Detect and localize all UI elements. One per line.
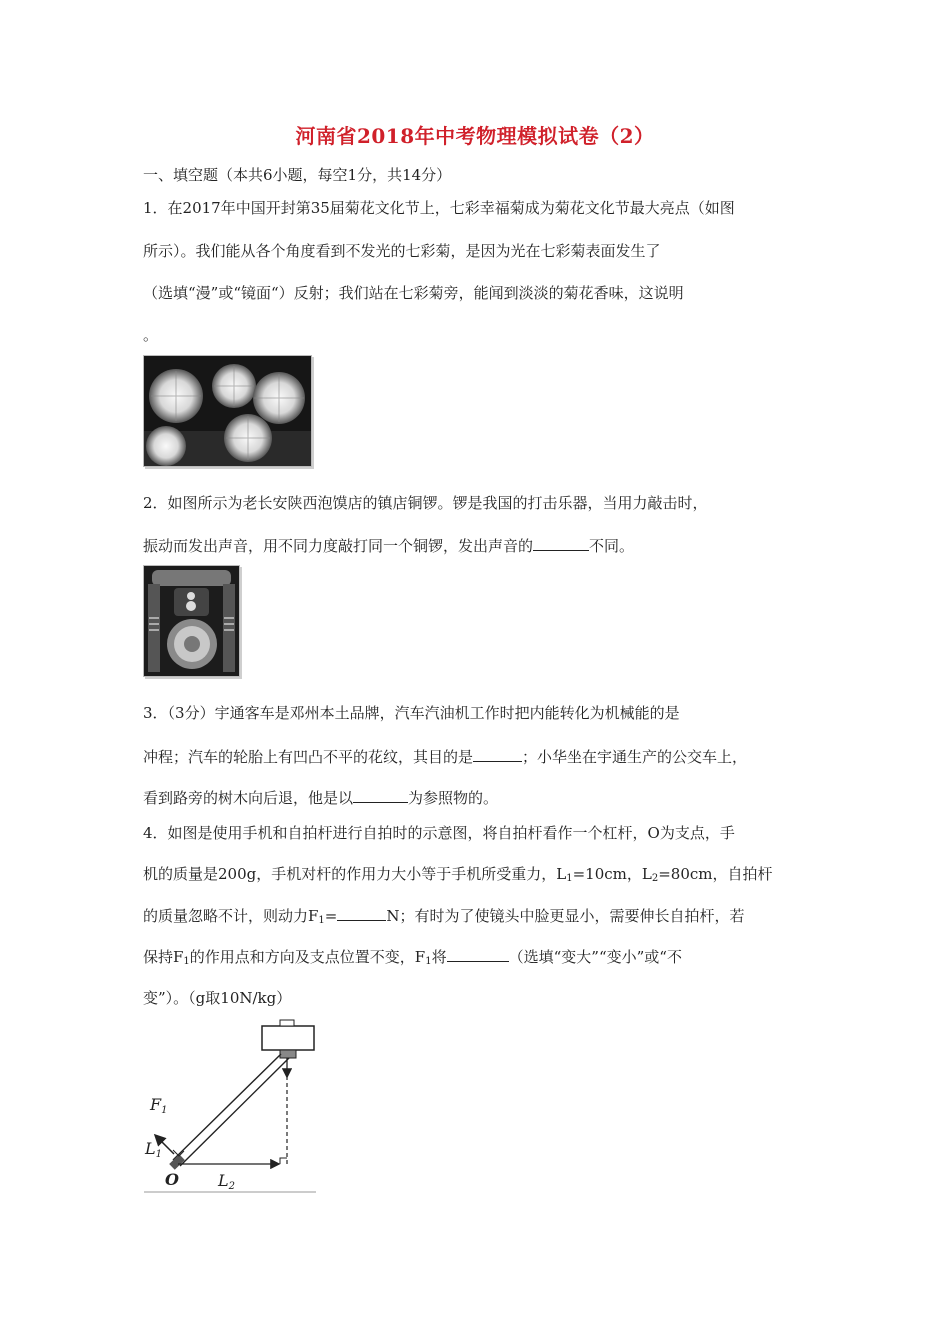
q3-line-3 [143, 787, 498, 808]
q4-text-c: =80cm，自拍杆 [658, 865, 773, 883]
gong-image [144, 566, 239, 676]
page-title: 河南省2018年中考物理模拟试卷（2） [295, 124, 655, 148]
f1-subscript: 1 [183, 956, 190, 967]
q4-blank-change[interactable] [447, 946, 509, 962]
q3-text-b: ；小华坐在宇通生产的公交车上， [522, 748, 748, 766]
q1-line-2: 所示）。我们能从各个角度看到不发光的七彩菊，是因为光在七彩菊表面发生了 [143, 242, 661, 260]
selfie-stick [173, 1054, 281, 1160]
gong-photo [143, 565, 240, 677]
l1-subscript: 1 [566, 873, 573, 884]
q4-line-1: 4．如图是使用手机和自拍杆进行自拍时的示意图，将自拍杆看作一个杠杆，O为支点，手 [143, 824, 735, 842]
chrysanthemum-image [144, 356, 311, 466]
q4-text-b: =10cm，L [572, 865, 652, 883]
q3-text-d: 为参照物的。 [408, 789, 499, 807]
q2-text-b: 不同。 [589, 537, 635, 555]
q3-line-1: 3．（3分）宇通客车是邓州本土品牌，汽车汽油机工作时把内能转化为机械能的是 [143, 704, 680, 722]
q4-text-j: （选填“变大”“变小”或“不 [508, 948, 682, 966]
l2-subscript: 2 [651, 873, 659, 884]
q2-line-2 [143, 535, 634, 556]
chrysanthemum-photo [143, 355, 312, 467]
q4-line-5: 变”）。（g取10N/kg） [143, 989, 292, 1007]
q4-text-d: 的质量忽略不计，则动力F [143, 907, 319, 925]
l2-label: L2 [218, 1171, 235, 1192]
q3-blank-reference[interactable] [353, 787, 408, 803]
q4-text-i: 将 [431, 948, 447, 966]
f1-subscript: 1 [425, 956, 432, 967]
q2-text-a: 振动而发出声音，用不同力度敲打同一个铜锣，发出声音的 [143, 537, 534, 555]
q2-line-1: 2．如图所示为老长安陕西泡馍店的镇店铜锣。锣是我国的打击乐器，当用力敲击时， [143, 494, 708, 512]
section-heading: 一、填空题（本共6小题，每空1分，共14分） [143, 166, 452, 184]
phone-rect [262, 1026, 314, 1050]
q3-text-a: 冲程；汽车的轮胎上有凹凸不平的花纹，其目的是 [143, 748, 474, 766]
q4-line-2 [143, 864, 772, 889]
q4-line-4 [143, 946, 682, 972]
q4-blank-force[interactable] [337, 905, 386, 921]
pivot-o-label: O [165, 1170, 179, 1189]
q4-text-g: 保持F [143, 948, 184, 966]
q4-line-3 [143, 905, 745, 931]
q3-blank-purpose[interactable] [473, 746, 522, 762]
q1-line-1: 1．在2017年中国开封第35届菊花文化节上，七彩幸福菊成为菊花文化节最大亮点（如图 [143, 199, 735, 217]
q3-text-c: 看到路旁的树木向后退，他是以 [143, 789, 354, 807]
q3-line-2 [143, 746, 747, 767]
q4-text-h: 的作用点和方向及支点位置不变，F [189, 948, 426, 966]
q4-text-f: N；有时为了使镜头中脸更显小，需要伸长自拍杆，若 [386, 907, 745, 925]
l1-label: L1 [145, 1139, 162, 1160]
q4-text-e: = [324, 907, 338, 925]
q4-text-a: 机的质量是200g，手机对杆的作用力大小等于手机所受重力，L [143, 865, 567, 883]
selfie-stick-diagram [140, 1018, 320, 1196]
q1-line-3: （选填“漫”或“镜面“）反射；我们站在七彩菊旁，能闻到淡淡的菊花香味，这说明 [143, 284, 684, 302]
q1-line-4: 。 [143, 326, 159, 344]
f1-subscript: 1 [318, 915, 325, 926]
f1-label: F1 [150, 1095, 168, 1116]
q2-answer-blank[interactable] [533, 535, 589, 551]
